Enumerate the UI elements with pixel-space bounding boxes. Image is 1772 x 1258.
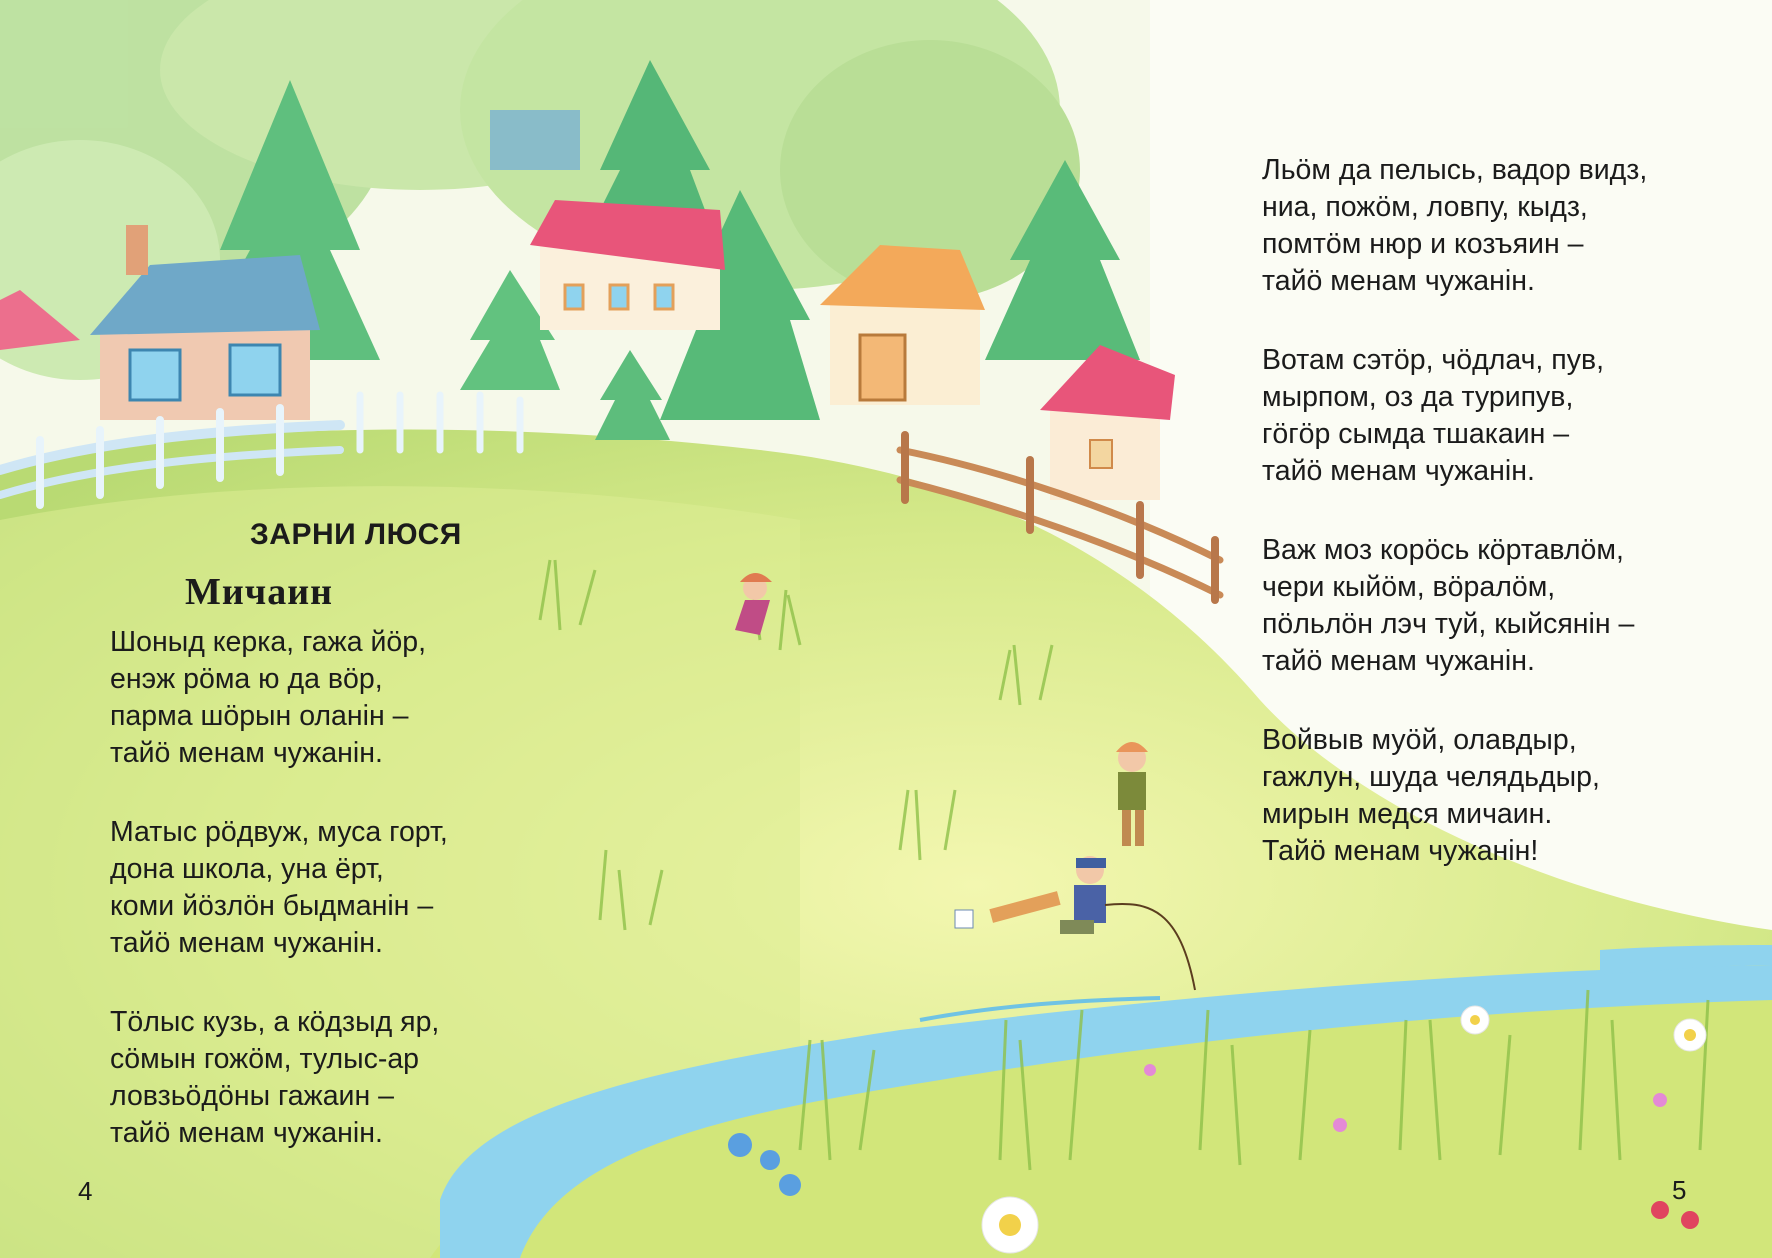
poem-line: тайö менам чужанін. bbox=[110, 737, 383, 769]
stanza bbox=[1262, 532, 1647, 680]
poem-line: тайö менам чужанін. bbox=[110, 1117, 383, 1149]
poem-line: енэж рöма ю да вöр, bbox=[110, 663, 383, 695]
page-number-left: 4 bbox=[78, 1176, 93, 1206]
stanza bbox=[110, 814, 448, 962]
poem-line: пöльлöн лэч туй, кыйсянін – bbox=[1262, 608, 1635, 640]
poem-line: чери кыйöм, вöралöм, bbox=[1262, 571, 1556, 603]
poem-line: коми йöзлöн быдманін – bbox=[110, 890, 434, 922]
poem-line: ниа, пожöм, ловпу, кыдз, bbox=[1262, 191, 1588, 223]
poem-line: помтöм нюр и козъяин – bbox=[1262, 228, 1584, 260]
poem-line: Тайö менам чужанін! bbox=[1262, 835, 1539, 867]
poem-line: тайö менам чужанін. bbox=[110, 927, 383, 959]
poem-line: гöгöр сымда тшакаин – bbox=[1262, 418, 1570, 450]
poem-line: Вотам сэтöр, чöдлач, пув, bbox=[1262, 344, 1605, 376]
poem-line: Льöм да пелысь, вадор видз, bbox=[1262, 154, 1648, 186]
poem-line: парма шöрын оланін – bbox=[110, 700, 409, 732]
poem-title: Мичаин bbox=[185, 571, 333, 613]
stanza bbox=[1262, 152, 1647, 300]
stanza bbox=[1262, 722, 1647, 870]
poem-line: мырпом, оз да турипув, bbox=[1262, 381, 1574, 413]
poem-line: Тöлыс кузь, а кöдзыд яр, bbox=[110, 1006, 440, 1038]
poem-line: мирын медся мичаин. bbox=[1262, 798, 1553, 830]
stanza bbox=[110, 624, 448, 772]
poem-author: ЗАРНИ ЛЮСЯ bbox=[250, 518, 462, 551]
poem-line: Шоныд керка, гажа йöр, bbox=[110, 626, 427, 658]
poem-line: тайö менам чужанін. bbox=[1262, 265, 1535, 297]
stanza bbox=[1262, 342, 1647, 490]
poem-line: ловзьöдöны гажаин – bbox=[110, 1080, 394, 1112]
poem-line: гажлун, шуда челядьдыр, bbox=[1262, 761, 1600, 793]
poem-line: тайö менам чужанін. bbox=[1262, 455, 1535, 487]
poem-line: Войвыв муöй, олавдыр, bbox=[1262, 724, 1577, 756]
poem-line: Матыс рöдвуж, муса горт, bbox=[110, 816, 448, 848]
poem-line: тайö менам чужанін. bbox=[1262, 645, 1535, 677]
page-number-right: 5 bbox=[1672, 1175, 1687, 1205]
stanza bbox=[110, 1004, 448, 1152]
poem-left-column bbox=[110, 624, 448, 1194]
poem-line: сöмын гожöм, тулыс-ар bbox=[110, 1043, 420, 1075]
poem-line: Важ моз корöсь кöртавлöм, bbox=[1262, 534, 1624, 566]
poem-right-column bbox=[1262, 152, 1647, 912]
poem-line: дона школа, уна ёрт, bbox=[110, 853, 384, 885]
